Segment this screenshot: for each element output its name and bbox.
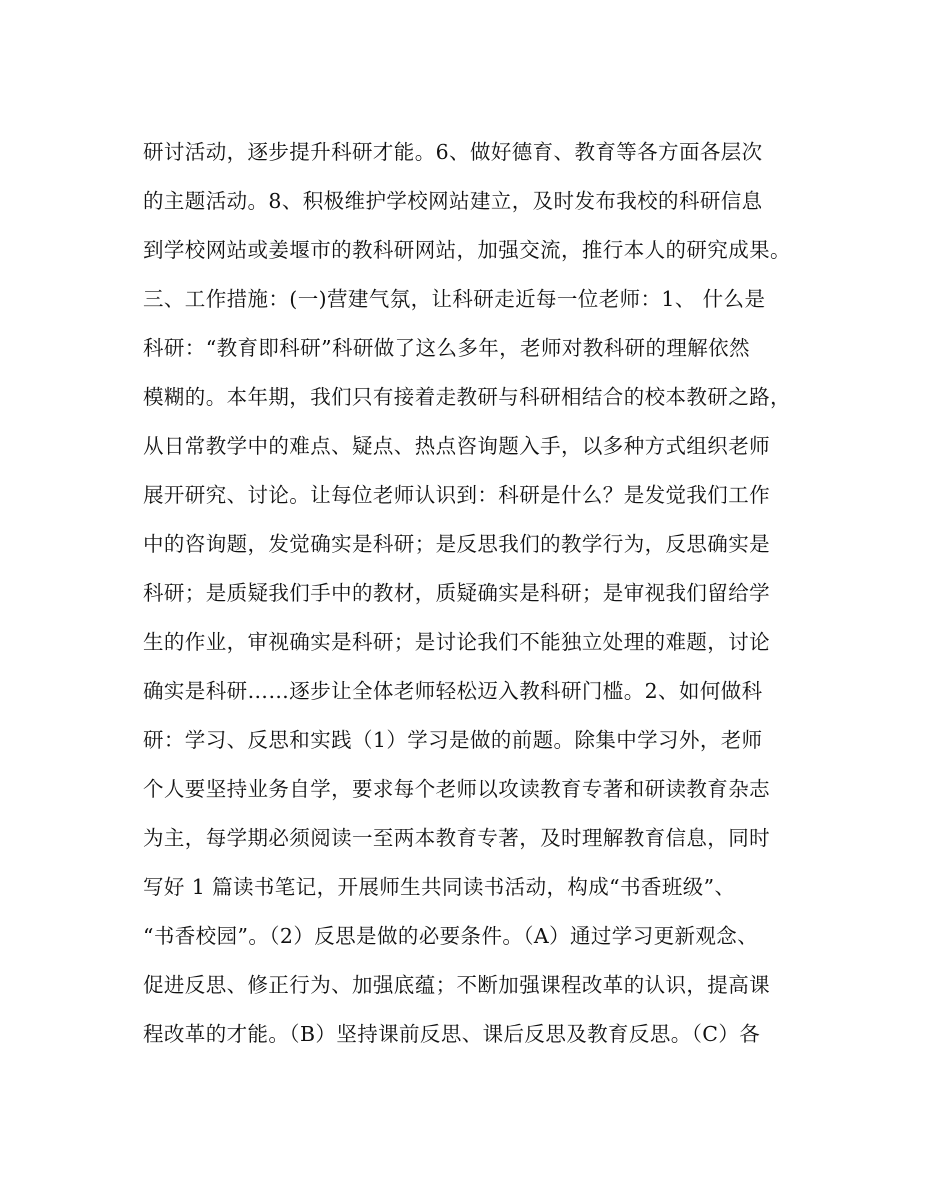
text-line: 确实是科研……逐步让全体老师轻松迈入教科研门槛。2、如何做科 [143,679,763,703]
text-line: 的主题活动。8、积极维护学校网站建立，及时发布我校的科研信息 [143,189,763,213]
text-line: “书香校园”。（2）反思是做的必要条件。（A）通过学习更新观念、 [143,924,759,948]
text-line: 从日常教学中的难点、疑点、热点咨询题入手，以多种方式组织老师 [143,434,770,458]
body-text [143,128,823,1059]
text-line: 中的咨询题，发觉确实是科研；是反思我们的教学行为，反思确实是 [143,532,770,556]
text-line: 个人要坚持业务自学，要求每个老师以攻读教育专著和研读教育杂志 [143,777,770,801]
text-line: 写好 1 篇读书笔记，开展师生共同读书活动，构成“书香班级”、 [143,875,736,899]
text-line: 科研：“教育即科研”科研做了这么多年，老师对教科研的理解依然 [143,336,750,360]
text-line: 到学校网站或姜堰市的教科研网站，加强交流，推行本人的研究成果。 [143,238,791,262]
text-line: 研讨活动，逐步提升科研才能。6、做好德育、教育等各方面各层次 [143,140,763,164]
text-line: 科研；是质疑我们手中的教材，质疑确实是科研；是审视我们留给学 [143,581,770,605]
text-line: 为主，每学期必须阅读一至两本教育专著，及时理解教育信息，同时 [143,826,770,850]
text-line: 展开研究、讨论。让每位老师认识到：科研是什么？是发觉我们工作 [143,483,770,507]
text-line: 三、工作措施：(一)营建气氛，让科研走近每一位老师：1、 什么是 [143,287,766,311]
text-line: 研：学习、反思和实践（1）学习是做的前题。除集中学习外，老师 [143,728,763,752]
text-line: 程改革的才能。（B）坚持课前反思、课后反思及教育反思。（C）各 [143,1022,761,1046]
text-line: 促进反思、修正行为、加强底蕴；不断加强课程改革的认识，提高课 [143,973,770,997]
text-line: 模糊的。本年期，我们只有接着走教研与科研相结合的校本教研之路， [143,385,791,409]
text-line: 生的作业，审视确实是科研；是讨论我们不能独立处理的难题，讨论 [143,630,770,654]
